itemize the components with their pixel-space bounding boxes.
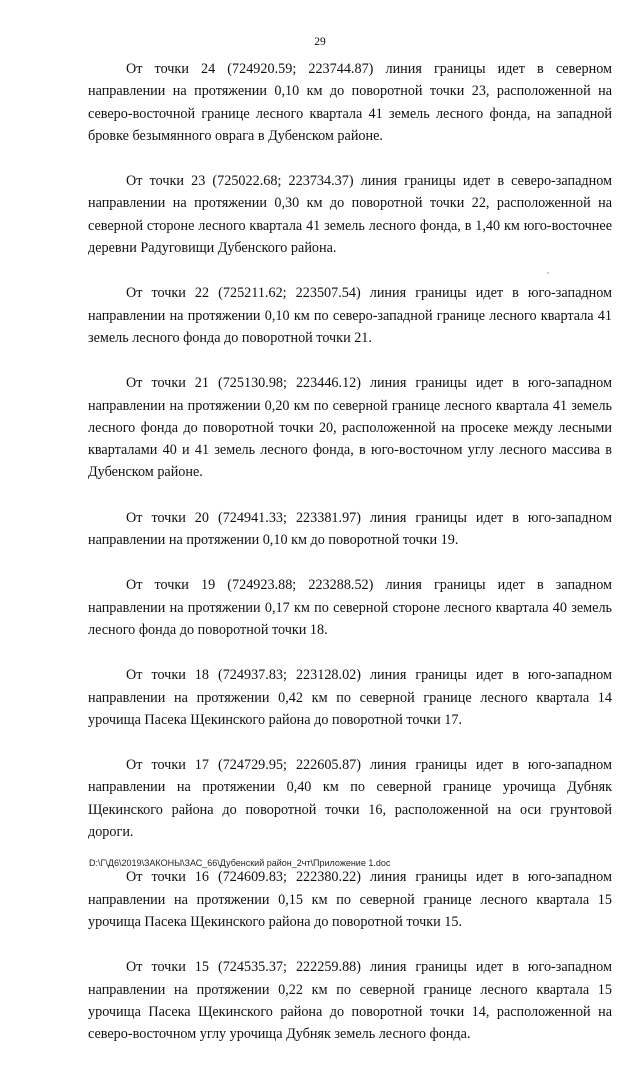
scan-speck: [547, 272, 549, 274]
paragraph-point-23: От точки 23 (725022.68; 223734.37) линия границы идет в северо-западном направлении на протяжении 0,30 км до поворотной точки 22, расположенной на северной стороне лесного квартала 41 земель лесного фонда, в 1,40 км юго-восточнее деревни Радуговищи Дубенского района.: [88, 173, 612, 257]
paragraph-point-20: От точки 20 (724941.33; 223381.97) линия границы идет в юго-западном направлении на протяжении 0,10 км до поворотной точки 19.: [88, 509, 612, 549]
paragraph-point-24: От точки 24 (724920.59; 223744.87) линия границы идет в северном направлении на протяжении 0,10 км до поворотной точки 23, расположенной на северо-восточной границе лесного квартала 41 земель лесного фонда, на западной бровке безымянного оврага в Дубенском районе.: [88, 61, 612, 144]
paragraph-point-21: От точки 21 (725130.98; 223446.12) линия границы идет в юго-западном направлении на протяжении 0,20 км по северной границе лесного квартала 41 земель лесного фонда до поворотной точки 20, расположенной на просеке между лесными кварталами 40 и 41 земель лесного фонда, в юго-восточном углу лесного массива в Дубенском районе.: [88, 375, 612, 481]
paragraph-point-19: От точки 19 (724923.88; 223288.52) линия границы идет в западном направлении на протяжении 0,17 км по северной стороне лесного квартала 40 земель лесного фонда до поворотной точки 18.: [88, 577, 612, 638]
paragraph-point-15: От точки 15 (724535.37; 222259.88) линия границы идет в юго-западном направлении на протяжении 0,22 км по северной границе лесного квартала 15 урочища Пасека Щекинского района до поворотной точки 14, расположенной на северо-восточном углу урочища Дубняк земель лесного фонда.: [88, 959, 612, 1043]
document-body: [88, 58, 612, 1068]
paragraph-point-17: От точки 17 (724729.95; 222605.87) линия границы идет в юго-западном направлении на протяжении 0,40 км по северной границе урочища Дубняк Щекинского района до поворотной точки 16, расположенной на оси грунтовой дороги.: [88, 757, 612, 841]
paragraph-point-18: От точки 18 (724937.83; 223128.02) линия границы идет в юго-западном направлении на протяжении 0,42 км по северной границе лесного квартала 14 урочища Пасека Щекинского района до поворотной точки 17.: [88, 667, 612, 728]
paragraph-point-22: От точки 22 (725211.62; 223507.54) линия границы идет в юго-западном направлении на протяжении 0,10 км по северо-западной границе лесного квартала 41 земель лесного фонда до поворотной точки 21.: [88, 285, 612, 346]
file-path-footer: D:\Г\Д6\2019\ЗАКОНЫ\ЗАС_66\Дубенский район_2чт\Приложение 1.doc: [89, 858, 391, 868]
paragraph-point-16: От точки 16 (724609.83; 222380.22) линия границы идет в юго-западном направлении на протяжении 0,15 км по северной границе лесного квартала 15 урочища Пасека Щекинского района до поворотной точки 15.: [88, 869, 612, 930]
page-number: 29: [314, 36, 326, 48]
